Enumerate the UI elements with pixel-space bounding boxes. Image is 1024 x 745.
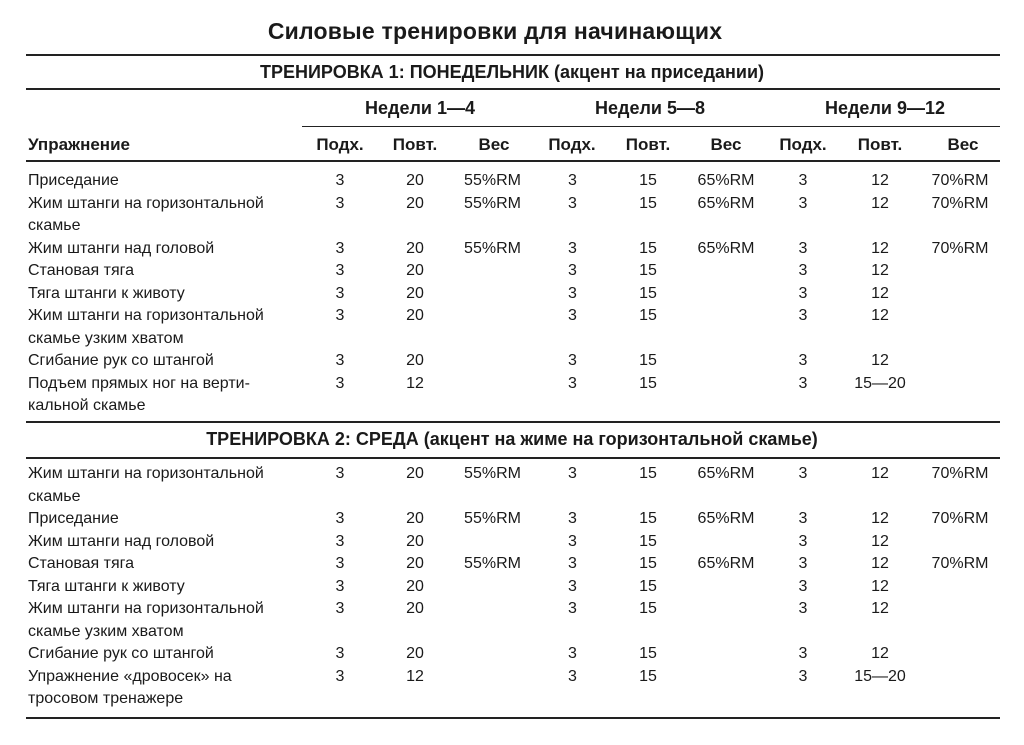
- cell-value: 3: [798, 239, 808, 257]
- cell-value: 3: [798, 600, 808, 617]
- cell-value: [920, 576, 1000, 599]
- cell-value: 20: [406, 532, 424, 550]
- exercise-name: Жим штанги на горизонтальной скамье: [28, 465, 264, 505]
- column-header: Подх.: [779, 135, 827, 154]
- section-1-title: ТРЕНИРОВКА 1: ПОНЕДЕЛЬНИК (акцент на приседании): [259, 62, 765, 82]
- cell-value: [686, 666, 766, 711]
- cell-value: [686, 576, 766, 599]
- cell-value: 3: [798, 194, 808, 212]
- cell-value: 3: [798, 577, 808, 595]
- cell-value: [686, 598, 766, 643]
- cell-value: 3: [335, 645, 345, 662]
- cell-value: 3: [798, 645, 808, 662]
- divider: [26, 54, 1000, 56]
- cell-value: 3: [335, 555, 345, 572]
- cell-value: 3: [798, 307, 808, 324]
- cell-value: [686, 260, 766, 283]
- cell-value: 3: [568, 532, 577, 550]
- cell-value: 3: [568, 172, 577, 189]
- cell-value: 12: [871, 307, 889, 324]
- cell-value: 3: [568, 645, 577, 662]
- cell-value: 3: [335, 532, 345, 550]
- cell-value: 3: [568, 555, 577, 572]
- table-row: [28, 508, 1008, 531]
- cell-value: 12: [871, 239, 889, 257]
- cell-value: 12: [871, 510, 889, 527]
- cell-value: [686, 643, 766, 666]
- cell-value: 15: [639, 262, 657, 279]
- cell-value: 12: [871, 284, 889, 302]
- cell-value: 3: [568, 465, 577, 482]
- cell-value: 12: [406, 374, 424, 392]
- cell-value: 3: [568, 374, 577, 392]
- cell-value: [920, 373, 1000, 418]
- cell-value: 15—20: [854, 667, 906, 685]
- cell-value: 12: [871, 194, 889, 212]
- cell-value: 3: [335, 465, 345, 482]
- week-header-3: Недели 9—12: [825, 98, 945, 118]
- exercise-name: Жим штанги на горизонтальной скамье узким хватом: [28, 600, 264, 640]
- cell-value: 20: [406, 262, 424, 279]
- cell-value: [450, 666, 535, 711]
- cell-value: 3: [568, 352, 577, 369]
- cell-value: 70%RM: [931, 239, 989, 257]
- cell-value: 12: [871, 352, 889, 369]
- cell-value: 3: [335, 352, 345, 369]
- cell-value: 3: [335, 577, 345, 595]
- cell-value: 15: [639, 577, 657, 595]
- cell-value: [450, 283, 535, 306]
- cell-value: 20: [406, 284, 424, 302]
- cell-value: 3: [335, 262, 345, 279]
- cell-value: 55%RM: [464, 172, 521, 189]
- cell-value: 12: [871, 577, 889, 595]
- cell-value: [450, 350, 535, 373]
- cell-value: 12: [871, 465, 889, 482]
- table-row: [28, 193, 1008, 238]
- column-header: Повт.: [857, 135, 903, 154]
- cell-value: [920, 305, 1000, 350]
- exercise-header: Упражнение: [28, 135, 130, 154]
- table-row: [28, 283, 1008, 306]
- cell-value: 15: [639, 532, 657, 550]
- cell-value: 3: [798, 172, 808, 189]
- table-row: [28, 170, 1008, 193]
- table-row: [28, 553, 1008, 576]
- cell-value: 65%RM: [697, 194, 755, 212]
- cell-value: 3: [798, 532, 808, 550]
- cell-value: 20: [406, 577, 424, 595]
- cell-value: [920, 260, 1000, 283]
- exercise-name: Тяга штанги к животу: [28, 284, 185, 302]
- column-header: Вес: [947, 135, 979, 154]
- cell-value: [450, 260, 535, 283]
- cell-value: 20: [406, 307, 424, 324]
- cell-value: 3: [335, 172, 345, 189]
- cell-value: 12: [871, 555, 889, 572]
- exercise-name: Тяга штанги к животу: [28, 577, 185, 595]
- cell-value: 15: [639, 172, 657, 189]
- cell-value: [686, 283, 766, 306]
- cell-value: 3: [335, 307, 345, 324]
- cell-value: 15: [639, 555, 657, 572]
- week-header-1: Недели 1—4: [365, 98, 475, 118]
- column-header: Вес: [478, 135, 510, 154]
- table-row: [28, 350, 1008, 373]
- cell-value: 3: [798, 284, 808, 302]
- cell-value: 55%RM: [464, 510, 521, 527]
- divider: [26, 457, 1000, 459]
- exercise-name: Подъем прямых ног на верти- кальной скамье: [28, 374, 250, 414]
- cell-value: [450, 305, 535, 350]
- cell-value: 3: [335, 239, 345, 257]
- cell-value: 15: [639, 510, 657, 527]
- cell-value: 12: [871, 600, 889, 617]
- divider: [26, 717, 1000, 719]
- cell-value: [450, 373, 535, 418]
- cell-value: 20: [406, 645, 424, 662]
- cell-value: 3: [798, 374, 808, 392]
- week-header-2: Недели 5—8: [595, 98, 705, 118]
- cell-value: 70%RM: [931, 172, 989, 189]
- exercise-name: Приседание: [28, 172, 119, 189]
- column-header: Повт.: [392, 135, 438, 154]
- table-row: [28, 531, 1008, 554]
- cell-value: [686, 305, 766, 350]
- cell-value: [450, 531, 535, 554]
- cell-value: 70%RM: [931, 465, 989, 482]
- cell-value: 15: [639, 374, 657, 392]
- cell-value: 55%RM: [464, 239, 521, 257]
- cell-value: 15: [639, 600, 657, 617]
- cell-value: 15: [639, 667, 657, 685]
- exercise-name: Жим штанги над головой: [28, 532, 215, 550]
- cell-value: 3: [568, 667, 577, 685]
- cell-value: [920, 643, 1000, 666]
- cell-value: 15: [639, 352, 657, 369]
- table-row: [28, 598, 1008, 643]
- cell-value: 3: [568, 284, 577, 302]
- divider: [26, 160, 1000, 162]
- exercise-name: Сгибание рук со штангой: [28, 645, 214, 662]
- cell-value: 70%RM: [931, 194, 989, 212]
- cell-value: [686, 373, 766, 418]
- cell-value: 3: [335, 194, 345, 212]
- divider: [302, 126, 1000, 127]
- page-title: Силовые тренировки для начинающих: [267, 18, 723, 44]
- table-row: [28, 463, 1008, 508]
- cell-value: 3: [568, 600, 577, 617]
- cell-value: [686, 350, 766, 373]
- divider: [26, 421, 1000, 423]
- cell-value: 15: [639, 239, 657, 257]
- table-row: [28, 260, 1008, 283]
- cell-value: 3: [568, 510, 577, 527]
- divider: [26, 88, 1000, 90]
- cell-value: [920, 283, 1000, 306]
- cell-value: [686, 531, 766, 554]
- cell-value: 65%RM: [697, 510, 755, 527]
- cell-value: 3: [798, 510, 808, 527]
- section-2-rows: [28, 463, 1008, 711]
- cell-value: 3: [798, 667, 808, 685]
- section-1-rows: [28, 170, 1008, 418]
- cell-value: 15: [639, 194, 657, 212]
- exercise-name: Жим штанги на горизонтальной скамье узким хватом: [28, 307, 264, 347]
- cell-value: 65%RM: [697, 555, 755, 572]
- cell-value: 3: [798, 262, 808, 279]
- cell-value: 3: [568, 577, 577, 595]
- cell-value: 15: [639, 307, 657, 324]
- cell-value: 12: [406, 667, 424, 685]
- cell-value: [450, 576, 535, 599]
- exercise-name: Упражнение «дровосек» на тросовом тренажере: [28, 667, 232, 707]
- cell-value: 20: [406, 555, 424, 572]
- cell-value: 12: [871, 645, 889, 662]
- cell-value: 3: [798, 352, 808, 369]
- table-row: [28, 643, 1008, 666]
- exercise-name: Сгибание рук со штангой: [28, 352, 214, 369]
- cell-value: 20: [406, 600, 424, 617]
- cell-value: [920, 598, 1000, 643]
- table-row: [28, 666, 1008, 711]
- cell-value: 3: [798, 465, 808, 482]
- cell-value: 20: [406, 465, 424, 482]
- cell-value: 3: [335, 510, 345, 527]
- cell-value: 3: [568, 262, 577, 279]
- cell-value: 20: [406, 172, 424, 189]
- cell-value: [920, 350, 1000, 373]
- cell-value: 3: [798, 555, 808, 572]
- column-header: Подх.: [548, 135, 596, 154]
- cell-value: 20: [406, 510, 424, 527]
- cell-value: 70%RM: [931, 555, 989, 572]
- cell-value: 3: [335, 600, 345, 617]
- column-header: Подх.: [316, 135, 364, 154]
- cell-value: 15: [639, 645, 657, 662]
- cell-value: 65%RM: [697, 172, 755, 189]
- exercise-name: Приседание: [28, 510, 119, 527]
- cell-value: 70%RM: [931, 510, 989, 527]
- cell-value: 15: [639, 284, 657, 302]
- table-row: [28, 576, 1008, 599]
- cell-value: 20: [406, 194, 424, 212]
- table-row: [28, 238, 1008, 261]
- cell-value: [450, 643, 535, 666]
- cell-value: 55%RM: [464, 555, 521, 572]
- cell-value: 12: [871, 262, 889, 279]
- cell-value: 3: [568, 194, 577, 212]
- cell-value: 3: [568, 239, 577, 257]
- cell-value: [920, 531, 1000, 554]
- section-2-title: ТРЕНИРОВКА 2: СРЕДА (акцент на жиме на горизонтальной скамье): [206, 429, 818, 449]
- cell-value: 3: [335, 667, 345, 685]
- exercise-name: Жим штанги на горизонтальной скамье: [28, 194, 264, 234]
- cell-value: 15—20: [854, 374, 906, 392]
- cell-value: 12: [871, 532, 889, 550]
- cell-value: 65%RM: [697, 239, 755, 257]
- cell-value: 12: [871, 172, 889, 189]
- table-row: [28, 373, 1008, 418]
- column-header: Повт.: [625, 135, 671, 154]
- cell-value: 20: [406, 239, 424, 257]
- cell-value: [920, 666, 1000, 711]
- exercise-name: Становая тяга: [28, 555, 135, 572]
- cell-value: 15: [639, 465, 657, 482]
- cell-value: [450, 598, 535, 643]
- exercise-name: Становая тяга: [28, 262, 135, 279]
- cell-value: 55%RM: [464, 194, 521, 212]
- exercise-name: Жим штанги над головой: [28, 239, 215, 257]
- cell-value: 65%RM: [697, 465, 755, 482]
- column-header: Вес: [710, 135, 742, 154]
- cell-value: 20: [406, 352, 424, 369]
- cell-value: 55%RM: [464, 465, 521, 482]
- cell-value: 3: [335, 374, 345, 392]
- cell-value: 3: [568, 307, 577, 324]
- table-row: [28, 305, 1008, 350]
- cell-value: 3: [335, 284, 345, 302]
